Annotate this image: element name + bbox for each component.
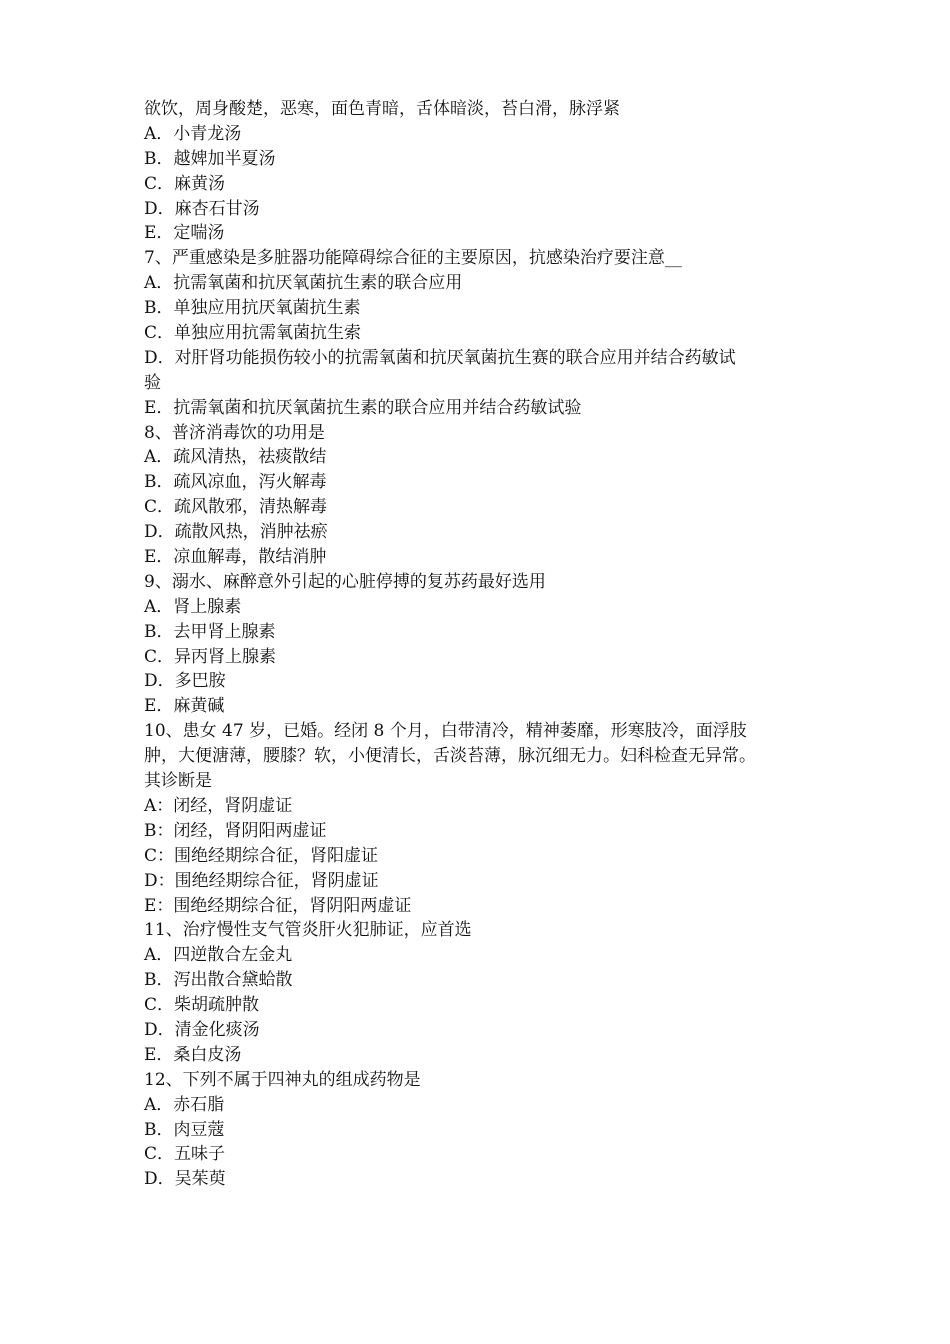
option-e: E．凉血解毒，散结消肿 xyxy=(144,547,327,568)
option-d: D：围绝经期综合征，肾阴虚证 xyxy=(144,870,379,891)
option-a: A．赤石脂 xyxy=(144,1094,225,1115)
question-10-stem-line-2: 肿，大便溏薄，腰膝？软，小便清长，舌淡苔薄，脉沉细无力。妇科检查无异常。 xyxy=(144,746,756,767)
option-d: D．对肝肾功能损伤较小的抗需氧菌和抗厌氧菌抗生赛的联合应用并结合药敏试 xyxy=(144,347,736,368)
option-b: B．泻出散合黛蛤散 xyxy=(144,970,293,991)
option-d: D．吴茱萸 xyxy=(144,1169,226,1190)
option-b: B：闭经，肾阴阳两虚证 xyxy=(144,820,327,841)
option-a: A：闭经，肾阴虚证 xyxy=(144,795,293,816)
option-b: B．单独应用抗厌氧菌抗生素 xyxy=(144,298,361,319)
option-e: E．定喘汤 xyxy=(144,223,225,244)
option-d: D．麻杏石甘汤 xyxy=(144,198,260,219)
question-11-stem: 11、治疗慢性支气管炎肝火犯肺证，应首选 xyxy=(144,920,472,941)
option-c: C：围绝经期综合征，肾阳虚证 xyxy=(144,845,379,866)
option-e: E．桑白皮汤 xyxy=(144,1044,242,1065)
option-d: D．疏散风热，消肿祛瘀 xyxy=(144,522,328,543)
option-c: C．单独应用抗需氧菌抗生索 xyxy=(144,323,362,344)
option-b: B．疏风凉血，泻火解毒 xyxy=(144,472,327,493)
option-d: D．多巴胺 xyxy=(144,671,226,692)
question-6-stem-continuation: 欲饮，周身酸楚，恶寒，面色青暗，舌体暗淡，苔白滑，脉浮紧 xyxy=(144,99,620,119)
option-b: B．肉豆蔻 xyxy=(144,1119,225,1140)
question-10-stem-line-3: 其诊断是 xyxy=(144,771,212,792)
option-c: C．异丙肾上腺素 xyxy=(144,646,277,667)
option-e: E．麻黄碱 xyxy=(144,696,225,717)
option-b: B．越婢加半夏汤 xyxy=(144,148,276,169)
document-body xyxy=(144,97,814,1192)
option-a: A．小青龙汤 xyxy=(144,123,242,144)
question-12-stem: 12、下列不属于四神丸的组成药物是 xyxy=(144,1069,421,1090)
question-7-stem: 7、严重感染是多脏器功能障碍综合征的主要原因，抗感染治疗要注意__ xyxy=(144,248,682,269)
option-d-continuation: 验 xyxy=(144,372,161,393)
option-b: B．去甲肾上腺素 xyxy=(144,621,276,642)
option-e: E：围绝经期综合征，肾阴阳两虚证 xyxy=(144,895,412,916)
question-9-stem: 9、溺水、麻醉意外引起的心脏停搏的复苏药最好选用 xyxy=(144,571,546,592)
option-c: C．柴胡疏肿散 xyxy=(144,995,260,1016)
option-d: D．清金化痰汤 xyxy=(144,1019,260,1040)
option-e: E．抗需氧菌和抗厌氧菌抗生素的联合应用并结合药敏试验 xyxy=(144,397,582,418)
question-10-stem: 10、患女 47 岁，已婚。经闭 8 个月，白带清冷，精神萎靡，形寒肢冷，面浮肢 xyxy=(144,721,747,742)
option-a: A．疏风清热，祛痰散结 xyxy=(144,447,327,468)
option-c: C．五味子 xyxy=(144,1144,226,1165)
question-8-stem: 8、普济消毒饮的功用是 xyxy=(144,422,325,443)
option-c: C．麻黄汤 xyxy=(144,173,226,194)
option-a: A．抗需氧菌和抗厌氧菌抗生素的联合应用 xyxy=(144,273,463,294)
option-a: A．四逆散合左金丸 xyxy=(144,945,293,966)
option-c: C．疏风散邪，清热解毒 xyxy=(144,497,328,518)
option-a: A．肾上腺素 xyxy=(144,596,242,617)
